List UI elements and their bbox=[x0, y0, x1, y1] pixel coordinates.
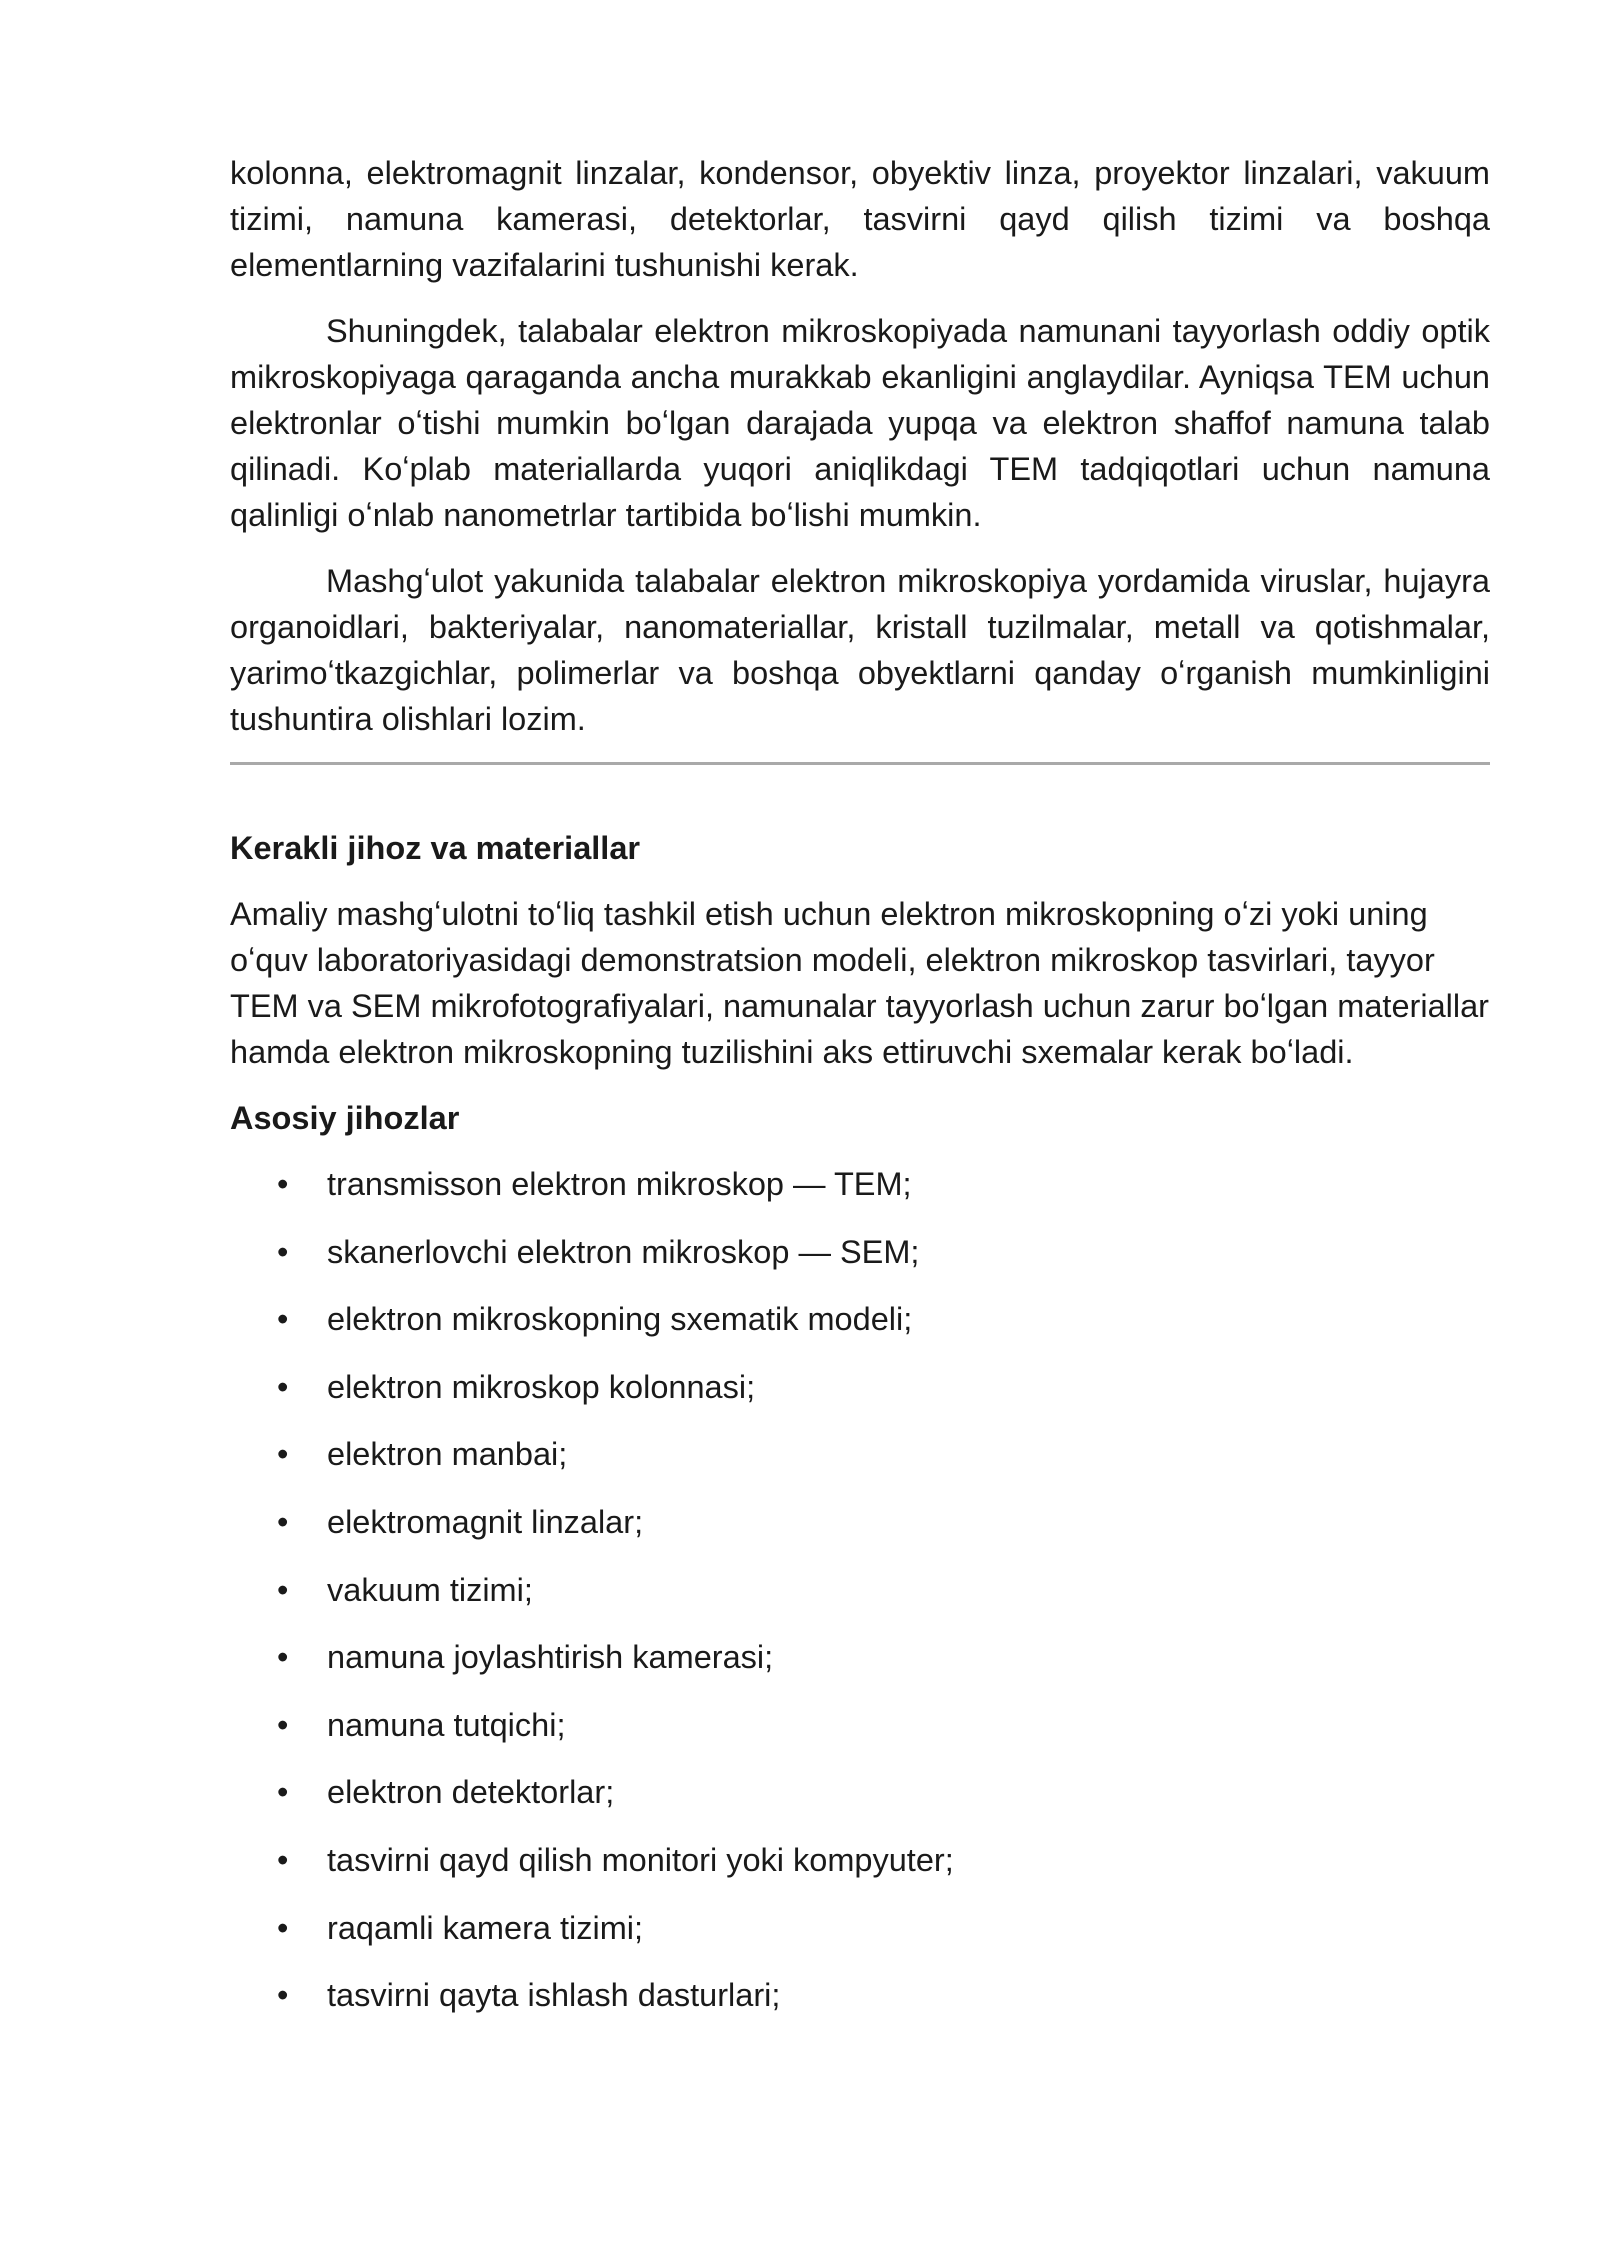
list-item-text: skanerlovchi elektron mikroskop — SEM; bbox=[327, 1233, 920, 1270]
bullet-icon: • bbox=[277, 1571, 289, 1608]
list-item-text: elektron detektorlar; bbox=[327, 1774, 615, 1811]
bullet-icon: • bbox=[277, 1301, 289, 1338]
bullet-icon: • bbox=[277, 1909, 289, 1946]
list-item bbox=[230, 1634, 1490, 1680]
list-item-text: raqamli kamera tizimi; bbox=[327, 1909, 644, 1946]
paragraph-learning-outcomes: Mashgʻulot yakunida talabalar elektron mikroskopiya yordamida viruslar, hujayra organoidlari, bakteriyalar, nanomateriallar, kristall tuzilmalar, metall va qotishmalar, yarimoʻtkazgichlar, polimerlar va boshqa obyektlarni qanday oʻrganish mumkinligini tushuntira olishlari lozim. bbox=[230, 563, 1490, 737]
list-item-text: tasvirni qayd qilish monitori yoki kompyuter; bbox=[327, 1841, 954, 1878]
list-item-text: vakuum tizimi; bbox=[327, 1571, 533, 1608]
list-item bbox=[230, 1837, 1490, 1883]
list-item-text: elektron mikroskopning sxematik modeli; bbox=[327, 1301, 913, 1338]
list-item bbox=[230, 1769, 1490, 1815]
section-intro: Amaliy mashgʻulotni toʻliq tashkil etish uchun elektron mikroskopning oʻzi yoki uning oʻquv laboratoriyasidagi demonstratsion modeli, elektron mikroskop tasvirlari, tayyor TEM va SEM mikrofotografiyalari, namunalar tayyorlash uchun zarur boʻlgan materiallar hamda elektron mikroskopning tuzilishini aks ettiruvchi sxemalar kerak boʻladi. bbox=[230, 896, 1489, 1070]
bullet-icon: • bbox=[277, 1166, 289, 1202]
list-item-text: transmisson elektron mikroskop — TEM; bbox=[327, 1166, 912, 1202]
section-heading: Kerakli jihoz va materiallar bbox=[230, 830, 641, 866]
list-item bbox=[230, 1431, 1490, 1477]
bullet-icon: • bbox=[277, 1233, 289, 1270]
list-item-text: elektromagnit linzalar; bbox=[327, 1503, 644, 1540]
list-item bbox=[230, 1161, 1490, 1207]
bullet-icon: • bbox=[277, 1841, 289, 1878]
paragraph-sample-preparation: Shuningdek, talabalar elektron mikroskopiyada namunani tayyorlash oddiy optik mikroskopiyaga qaraganda ancha murakkab ekanligini anglaydilar. Ayniqsa TEM uchun elektronlar oʻtishi mumkin boʻlgan darajada yupqa va elektron shaffof namuna talab qilinadi. Koʻplab materiallarda yuqori aniqlikdagi TEM tadqiqotlari uchun namuna qalinligi oʻnlab nanometrlar tartibida boʻlishi mumkin. bbox=[230, 313, 1490, 533]
list-item bbox=[230, 1567, 1490, 1613]
list-item-text: namuna joylashtirish kamerasi; bbox=[327, 1639, 774, 1676]
list-item bbox=[230, 1905, 1490, 1951]
list-item-text: namuna tutqichi; bbox=[327, 1706, 566, 1743]
list-item bbox=[230, 1296, 1490, 1342]
document-page bbox=[230, 150, 1490, 2040]
subheading-main-equipment: Asosiy jihozlar bbox=[230, 1100, 460, 1136]
bullet-icon: • bbox=[277, 1774, 289, 1811]
paragraph-continued: kolonna, elektromagnit linzalar, kondensor, obyektiv linza, proyektor linzalari, vakuum tizimi, namuna kamerasi, detektorlar, tasvirni qayd qilish tizimi va boshqa elementlarning vazifalarini tushunishi kerak. bbox=[230, 155, 1490, 283]
list-item-text: elektron mikroskop kolonnasi; bbox=[327, 1368, 756, 1405]
bullet-icon: • bbox=[277, 1368, 289, 1405]
list-item bbox=[230, 1499, 1490, 1545]
list-item bbox=[230, 1972, 1490, 2018]
bullet-icon: • bbox=[277, 1503, 289, 1540]
bullet-icon: • bbox=[277, 1977, 289, 2014]
bullet-icon: • bbox=[277, 1639, 289, 1676]
list-item-text: tasvirni qayta ishlash dasturlari; bbox=[327, 1977, 781, 2014]
bullet-icon: • bbox=[277, 1436, 289, 1473]
list-item bbox=[230, 1702, 1490, 1748]
bullet-icon: • bbox=[277, 1706, 289, 1743]
section-divider bbox=[230, 762, 1490, 765]
list-item bbox=[230, 1229, 1490, 1275]
list-item-text: elektron manbai; bbox=[327, 1436, 568, 1473]
equipment-list bbox=[230, 1161, 1490, 2018]
list-item bbox=[230, 1364, 1490, 1410]
